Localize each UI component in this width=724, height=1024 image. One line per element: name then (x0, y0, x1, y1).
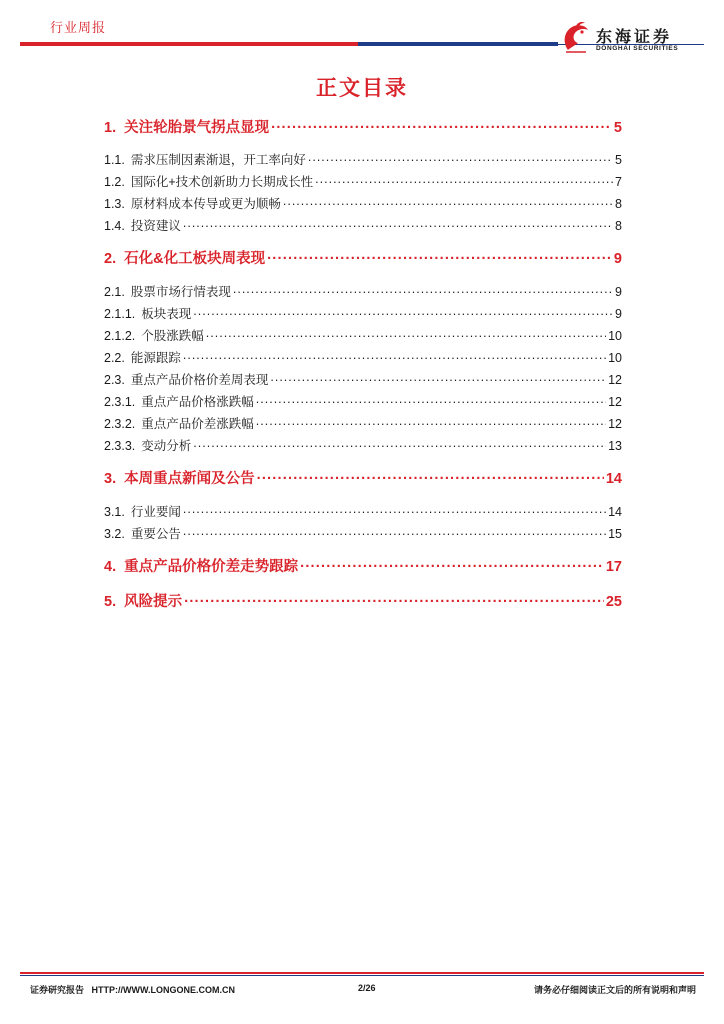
toc-leader-dots (315, 174, 613, 187)
toc-entry[interactable] (104, 348, 622, 366)
toc-entry-number: 2.2. (104, 351, 125, 365)
toc-leader-dots (183, 526, 606, 539)
toc-entry-page: 14 (608, 505, 622, 519)
toc-entry-number: 2. (104, 251, 117, 267)
toc-entry[interactable] (104, 590, 622, 611)
toc-entry-title: 风险提示 (124, 594, 183, 610)
toc-entry-page: 8 (615, 197, 622, 211)
toc-entry-number: 2.1.2. (104, 329, 136, 343)
toc-entry[interactable] (104, 392, 622, 410)
toc-entry[interactable] (104, 282, 622, 300)
footer-disclaimer: 请务必仔细阅读正文后的所有说明和声明 (533, 985, 696, 995)
toc-entry-page: 10 (608, 329, 622, 343)
toc-entry-number: 2.3.2. (104, 417, 136, 431)
toc-entry-title: 行业要闻 (130, 505, 181, 519)
toc-entry-page: 5 (615, 153, 622, 167)
toc-entry-number: 2.1. (104, 285, 125, 299)
toc-entry-title: 投资建议 (130, 219, 181, 233)
toc-entry-page: 25 (605, 594, 622, 610)
toc-entry[interactable] (104, 304, 622, 322)
toc-entry[interactable] (104, 194, 622, 212)
toc-entry-number: 2.3.1. (104, 395, 136, 409)
toc-entry-title: 重点产品价格价差走势跟踪 (124, 559, 299, 575)
footer-source: 证券研究报告 HTTP://WWW.LONGONE.COM.CN (30, 985, 235, 995)
toc-entry-title: 本周重点新闻及公告 (124, 471, 255, 487)
toc-entry-title: 重要公告 (130, 527, 181, 541)
toc-entry-page: 12 (608, 373, 622, 387)
toc-leader-dots (270, 372, 606, 385)
toc-leader-dots (271, 118, 612, 133)
toc-entry-page: 14 (605, 471, 622, 487)
toc-leader-dots (206, 328, 606, 341)
toc-entry-number: 3.2. (104, 527, 125, 541)
toc-entry-title: 股票市场行情表现 (130, 285, 231, 299)
dragon-logo-icon (560, 20, 592, 54)
toc-leader-dots (183, 218, 613, 231)
toc-entry[interactable] (104, 216, 622, 234)
toc-entry[interactable] (104, 414, 622, 432)
toc-leader-dots (256, 394, 606, 407)
toc-entry-page: 17 (605, 559, 622, 575)
toc-entry-number: 5. (104, 594, 117, 610)
company-logo (560, 20, 710, 60)
toc-entry[interactable] (104, 116, 622, 137)
toc-entry-page: 15 (608, 527, 622, 541)
toc-entry[interactable] (104, 150, 622, 168)
toc-entry-title: 个股涨跌幅 (141, 329, 204, 343)
toc-entry-number: 1.4. (104, 219, 125, 233)
report-type-label: 行业周报 (50, 20, 107, 35)
toc-entry-page: 9 (615, 285, 622, 299)
toc-entry-title: 石化&化工板块周表现 (124, 251, 266, 267)
toc-leader-dots (183, 504, 606, 517)
toc-entry-title: 重点产品价格价差周表现 (130, 373, 269, 387)
toc-entry-number: 4. (104, 559, 117, 575)
toc-entry-page: 12 (608, 417, 622, 431)
toc-entry-page: 8 (615, 219, 622, 233)
toc-entry-number: 3.1. (104, 505, 125, 519)
toc-entry-number: 3. (104, 471, 117, 487)
toc-leader-dots (256, 416, 606, 429)
header-divider-red (20, 42, 360, 46)
toc-entry-title: 需求压制因素渐退，开工率向好 (130, 153, 306, 167)
toc-entry-page: 13 (608, 439, 622, 453)
toc-leader-dots (283, 196, 613, 209)
toc-entry[interactable] (104, 555, 622, 576)
toc-entry-title: 国际化+技术创新助力长期成长性 (130, 175, 314, 189)
toc-entry-number: 1.3. (104, 197, 125, 211)
toc-entry[interactable] (104, 524, 622, 542)
toc-entry[interactable] (104, 370, 622, 388)
toc-leader-dots (267, 249, 612, 264)
toc-entry-number: 2.3. (104, 373, 125, 387)
toc-entry-number: 2.3.3. (104, 439, 136, 453)
toc-entry-page: 9 (615, 307, 622, 321)
toc-entry-number: 1. (104, 120, 117, 136)
toc-leader-dots (193, 438, 606, 451)
toc-entry-number: 1.2. (104, 175, 125, 189)
toc-entry-title: 能源跟踪 (130, 351, 181, 365)
toc-leader-dots (183, 350, 606, 363)
toc-leader-dots (300, 557, 604, 572)
toc-entry-title: 原材料成本传导或更为顺畅 (130, 197, 281, 211)
logo-text-cn: 东海证券 (596, 29, 673, 46)
toc-entry[interactable] (104, 436, 622, 454)
toc-entry[interactable] (104, 326, 622, 344)
toc-leader-dots (184, 592, 604, 607)
toc-entry-page: 7 (615, 175, 622, 189)
header-divider-blue (358, 42, 558, 46)
toc-entry-title: 变动分析 (141, 439, 192, 453)
toc-entry[interactable] (104, 502, 622, 520)
toc-leader-dots (233, 284, 613, 297)
toc-entry-number: 1.1. (104, 153, 125, 167)
toc-entry-page: 12 (608, 395, 622, 409)
page-number: 2/26 (358, 983, 376, 993)
toc-entry-number: 2.1.1. (104, 307, 136, 321)
footer-divider-blue (20, 975, 704, 976)
toc-leader-dots (308, 152, 613, 165)
toc-entry-page: 9 (613, 251, 622, 267)
toc-entry-title: 板块表现 (141, 307, 192, 321)
toc-entry[interactable] (104, 467, 622, 488)
toc-entry[interactable] (104, 172, 622, 190)
toc-entry-page: 5 (613, 120, 622, 136)
toc-entry-title: 关注轮胎景气拐点显现 (124, 120, 270, 136)
toc-entry-title: 重点产品价格涨跌幅 (141, 395, 254, 409)
toc-entry-page: 10 (608, 351, 622, 365)
footer-divider-red (20, 972, 704, 974)
page-title: 正文目录 (316, 77, 408, 100)
logo-text-en: DONGHAI SECURITIES (596, 45, 679, 52)
toc-leader-dots (257, 469, 604, 484)
toc-leader-dots (193, 306, 613, 319)
toc-entry-title: 重点产品价差涨跌幅 (141, 417, 254, 431)
toc-entry[interactable] (104, 247, 622, 268)
